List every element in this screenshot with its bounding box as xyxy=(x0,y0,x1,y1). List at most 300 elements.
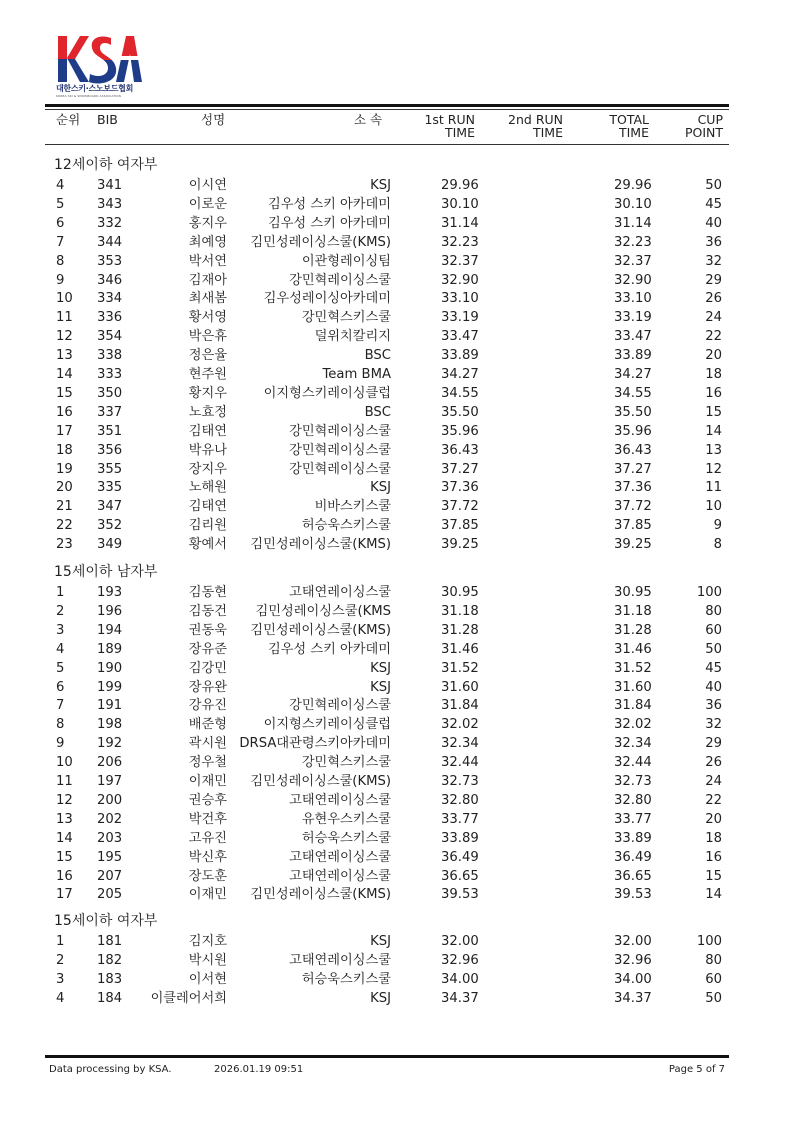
club-cell: KSJ xyxy=(370,660,391,676)
cup-point-cell: 60 xyxy=(705,971,722,987)
table-row xyxy=(0,772,793,791)
run1-time-cell: 33.89 xyxy=(441,830,479,846)
bib-cell: 344 xyxy=(97,234,123,250)
total-time-cell: 33.10 xyxy=(614,291,652,307)
name-cell: 장지우 xyxy=(188,461,227,477)
club-cell: 강민혁스키스쿨 xyxy=(301,310,391,326)
table-row xyxy=(0,696,793,715)
rank-cell: 8 xyxy=(56,717,65,733)
bib-cell: 198 xyxy=(97,717,123,733)
cup-point-cell: 29 xyxy=(705,272,722,288)
club-cell: 김우성 스키 아카데미 xyxy=(267,641,391,657)
rank-cell: 10 xyxy=(56,755,73,771)
club-cell: 고태연레이싱스쿨 xyxy=(289,952,391,968)
cup-point-cell: 14 xyxy=(705,423,722,439)
rank-cell: 5 xyxy=(56,196,65,212)
bib-cell: 199 xyxy=(97,679,123,695)
name-cell: 김태연 xyxy=(188,423,227,439)
cup-point-cell: 100 xyxy=(696,934,722,949)
rank-cell: 14 xyxy=(56,830,73,846)
table-row xyxy=(0,640,793,659)
total-time-cell: 30.95 xyxy=(614,585,652,600)
col-header-total xyxy=(609,113,649,139)
total-time-cell: 37.85 xyxy=(614,518,652,534)
footer-timestamp: 2026.01.19 09:51 xyxy=(214,1064,304,1075)
total-time-cell: 32.23 xyxy=(614,234,652,250)
table-row xyxy=(0,176,793,195)
rank-cell: 8 xyxy=(56,253,65,269)
table-row xyxy=(0,715,793,734)
bib-cell: 200 xyxy=(97,792,123,808)
run1-time-cell: 32.02 xyxy=(441,717,479,733)
rank-cell: 4 xyxy=(56,990,65,1006)
name-cell: 김지호 xyxy=(188,934,227,949)
cup-point-cell: 16 xyxy=(705,385,722,401)
table-row xyxy=(0,478,793,497)
run1-time-cell: 39.53 xyxy=(441,887,479,903)
table-row xyxy=(0,932,793,951)
name-cell: 장도훈 xyxy=(188,868,227,884)
bib-cell: 353 xyxy=(97,253,123,269)
rank-cell: 13 xyxy=(56,811,73,827)
bib-cell: 356 xyxy=(97,442,123,458)
col-header-run2-line2: TIME xyxy=(532,125,563,140)
logo-english-text: KOREA SKI & SNOWBOARD ASSOCIATION xyxy=(56,94,121,98)
cup-point-cell: 50 xyxy=(705,641,722,657)
col-header-cup-line1: CUP xyxy=(697,112,723,127)
cup-point-cell: 22 xyxy=(705,329,722,345)
run1-time-cell: 34.55 xyxy=(441,385,479,401)
bib-cell: 197 xyxy=(97,774,123,789)
bib-cell: 333 xyxy=(97,367,123,382)
table-row xyxy=(0,583,793,602)
total-time-cell: 33.47 xyxy=(614,329,652,345)
total-time-cell: 36.65 xyxy=(614,868,652,884)
run1-time-cell: 36.49 xyxy=(441,849,479,865)
run1-time-cell: 32.34 xyxy=(441,736,479,752)
cup-point-cell: 50 xyxy=(705,178,722,193)
cup-point-cell: 45 xyxy=(705,660,722,676)
total-time-cell: 33.77 xyxy=(614,811,652,827)
club-cell: 강민혁스키스쿨 xyxy=(301,755,391,771)
cup-point-cell: 80 xyxy=(705,603,722,619)
bib-cell: 336 xyxy=(97,310,123,326)
club-cell: 강민혁레이싱스쿨 xyxy=(289,698,391,714)
rank-cell: 16 xyxy=(56,868,73,884)
run1-time-cell: 33.47 xyxy=(441,329,479,345)
column-header-rule xyxy=(45,144,729,145)
club-cell: 김민성레이싱스쿨(KMS) xyxy=(250,887,391,903)
table-row xyxy=(0,497,793,516)
table-row xyxy=(0,535,793,554)
cup-point-cell: 9 xyxy=(713,518,722,534)
table-row xyxy=(0,659,793,678)
header-rule-thin xyxy=(45,109,729,110)
name-cell: 황지우 xyxy=(188,385,227,401)
club-cell: 김민성레이싱스쿨(KMS) xyxy=(250,622,391,638)
rank-cell: 1 xyxy=(56,934,65,949)
run1-time-cell: 34.00 xyxy=(441,971,479,987)
run1-time-cell: 31.60 xyxy=(441,679,479,695)
col-header-run2-line1: 2nd RUN xyxy=(508,112,563,127)
name-cell: 정은율 xyxy=(188,348,227,364)
club-cell: 강민혁레이싱스쿨 xyxy=(289,423,391,439)
table-row xyxy=(0,441,793,460)
bib-cell: 191 xyxy=(97,698,123,714)
run1-time-cell: 37.72 xyxy=(441,499,479,515)
name-cell: 곽시원 xyxy=(188,736,227,752)
name-cell: 박유나 xyxy=(188,442,227,458)
table-row xyxy=(0,271,793,290)
rank-cell: 7 xyxy=(56,234,65,250)
club-cell: 강민혁레이싱스쿨 xyxy=(289,272,391,288)
bib-cell: 194 xyxy=(97,622,123,638)
cup-point-cell: 100 xyxy=(696,585,722,600)
total-time-cell: 31.46 xyxy=(614,641,652,657)
bib-cell: 351 xyxy=(97,423,123,439)
table-row xyxy=(0,951,793,970)
cup-point-cell: 24 xyxy=(705,774,722,789)
club-cell: 이관형레이싱팀 xyxy=(301,253,391,269)
table-row xyxy=(0,252,793,271)
rank-cell: 3 xyxy=(56,622,65,638)
run1-time-cell: 30.95 xyxy=(441,585,479,600)
run1-time-cell: 31.18 xyxy=(441,603,479,619)
rank-cell: 10 xyxy=(56,291,73,307)
table-row xyxy=(0,829,793,848)
table-row xyxy=(0,753,793,772)
rank-cell: 2 xyxy=(56,603,65,619)
cup-point-cell: 40 xyxy=(705,215,722,231)
bib-cell: 189 xyxy=(97,641,123,657)
bib-cell: 205 xyxy=(97,887,123,903)
run1-time-cell: 33.19 xyxy=(441,310,479,326)
table-row xyxy=(0,195,793,214)
bib-cell: 192 xyxy=(97,736,123,752)
name-cell: 노효정 xyxy=(188,404,227,420)
bib-cell: 183 xyxy=(97,971,123,987)
run1-time-cell: 37.27 xyxy=(441,461,479,477)
rank-cell: 7 xyxy=(56,698,65,714)
col-header-run1-line2: TIME xyxy=(444,125,475,140)
run1-time-cell: 32.90 xyxy=(441,272,479,288)
run1-time-cell: 31.84 xyxy=(441,698,479,714)
total-time-cell: 33.19 xyxy=(614,310,652,326)
bib-cell: 338 xyxy=(97,348,123,364)
run1-time-cell: 33.77 xyxy=(441,811,479,827)
run1-time-cell: 39.25 xyxy=(441,537,479,553)
rank-cell: 5 xyxy=(56,660,65,676)
bib-cell: 181 xyxy=(97,934,123,949)
cup-point-cell: 45 xyxy=(705,196,722,212)
run1-time-cell: 31.52 xyxy=(441,660,479,676)
footer-page-number: Page 5 of 7 xyxy=(668,1064,725,1075)
col-header-total-line1: TOTAL xyxy=(609,112,649,127)
name-cell: 이서현 xyxy=(188,971,227,987)
name-cell: 현주원 xyxy=(188,367,227,382)
club-cell: 허승욱스키스쿨 xyxy=(301,518,391,534)
table-row xyxy=(0,422,793,441)
bib-cell: 207 xyxy=(97,868,123,884)
table-row xyxy=(0,460,793,479)
name-cell: 최새봄 xyxy=(188,291,227,307)
club-cell: 김민성레이싱스쿨(KMS) xyxy=(250,774,391,789)
cup-point-cell: 15 xyxy=(705,404,722,420)
name-cell: 박신후 xyxy=(188,849,227,865)
cup-point-cell: 22 xyxy=(705,792,722,808)
total-time-cell: 32.96 xyxy=(614,952,652,968)
rank-cell: 4 xyxy=(56,641,65,657)
name-cell: 정우철 xyxy=(188,755,227,771)
total-time-cell: 34.00 xyxy=(614,971,652,987)
bib-cell: 193 xyxy=(97,585,123,600)
total-time-cell: 32.00 xyxy=(614,934,652,949)
table-row xyxy=(0,403,793,422)
cup-point-cell: 32 xyxy=(705,717,722,733)
club-cell: 김민성레이싱스쿨(KMS xyxy=(255,603,391,619)
table-row xyxy=(0,327,793,346)
club-cell: 김민성레이싱스쿨(KMS) xyxy=(250,537,391,553)
total-time-cell: 32.44 xyxy=(614,755,652,771)
club-cell: 허승욱스키스쿨 xyxy=(301,971,391,987)
bib-cell: 337 xyxy=(97,404,123,420)
name-cell: 장유준 xyxy=(188,641,227,657)
total-time-cell: 32.02 xyxy=(614,717,652,733)
bib-cell: 184 xyxy=(97,990,123,1006)
cup-point-cell: 11 xyxy=(705,480,722,496)
bib-cell: 202 xyxy=(97,811,123,827)
bib-cell: 335 xyxy=(97,480,123,496)
run1-time-cell: 35.96 xyxy=(441,423,479,439)
run1-time-cell: 34.37 xyxy=(441,990,479,1006)
table-row xyxy=(0,308,793,327)
run1-time-cell: 31.28 xyxy=(441,622,479,638)
cup-point-cell: 32 xyxy=(705,253,722,269)
rank-cell: 1 xyxy=(56,585,65,600)
cup-point-cell: 20 xyxy=(705,811,722,827)
bib-cell: 355 xyxy=(97,461,123,477)
club-cell: KSJ xyxy=(370,480,391,496)
cup-point-cell: 24 xyxy=(705,310,722,326)
run1-time-cell: 37.85 xyxy=(441,518,479,534)
name-cell: 이재민 xyxy=(188,774,227,789)
run1-time-cell: 37.36 xyxy=(441,480,479,496)
rank-cell: 12 xyxy=(56,792,73,808)
rank-cell: 16 xyxy=(56,404,73,420)
col-header-run1 xyxy=(424,113,475,139)
col-header-run2 xyxy=(508,113,563,139)
cup-point-cell: 36 xyxy=(705,234,722,250)
rank-cell: 15 xyxy=(56,849,73,865)
club-cell: 김우성 스키 아카데미 xyxy=(267,215,391,231)
total-time-cell: 34.37 xyxy=(614,990,652,1006)
club-cell: 김민성레이싱스쿨(KMS) xyxy=(250,234,391,250)
table-row xyxy=(0,602,793,621)
name-cell: 박건후 xyxy=(188,811,227,827)
total-time-cell: 29.96 xyxy=(614,178,652,193)
name-cell: 노해원 xyxy=(188,480,227,496)
club-cell: 유현우스키스쿨 xyxy=(301,811,391,827)
total-time-cell: 33.89 xyxy=(614,348,652,364)
club-cell: 강민혁레이싱스쿨 xyxy=(289,461,391,477)
rank-cell: 9 xyxy=(56,272,65,288)
cup-point-cell: 18 xyxy=(705,367,722,382)
club-cell: 고태연레이싱스쿨 xyxy=(289,792,391,808)
total-time-cell: 33.89 xyxy=(614,830,652,846)
club-cell: KSJ xyxy=(370,934,391,949)
total-time-cell: 31.28 xyxy=(614,622,652,638)
rank-cell: 11 xyxy=(56,774,73,789)
col-header-cup-line2: POINT xyxy=(684,125,723,140)
name-cell: 이시연 xyxy=(188,178,227,193)
club-cell: BSC xyxy=(364,404,391,420)
cup-point-cell: 20 xyxy=(705,348,722,364)
name-cell: 김동건 xyxy=(188,603,227,619)
rank-cell: 20 xyxy=(56,480,73,496)
club-cell: 강민혁레이싱스쿨 xyxy=(289,442,391,458)
club-cell: 비바스키스쿨 xyxy=(314,499,391,515)
cup-point-cell: 36 xyxy=(705,698,722,714)
run1-time-cell: 36.43 xyxy=(441,442,479,458)
rank-cell: 6 xyxy=(56,215,65,231)
club-cell: Team BMA xyxy=(322,367,391,382)
cup-point-cell: 80 xyxy=(705,952,722,968)
table-row xyxy=(0,346,793,365)
name-cell: 권동욱 xyxy=(188,622,227,638)
table-row xyxy=(0,989,793,1008)
bib-cell: 182 xyxy=(97,952,123,968)
rank-cell: 4 xyxy=(56,178,65,193)
cup-point-cell: 10 xyxy=(705,499,722,515)
total-time-cell: 39.53 xyxy=(614,887,652,903)
rank-cell: 17 xyxy=(56,887,73,903)
total-time-cell: 31.18 xyxy=(614,603,652,619)
ksa-logo-icon xyxy=(56,34,142,84)
bib-cell: 349 xyxy=(97,537,123,553)
club-cell: KSJ xyxy=(370,178,391,193)
table-row xyxy=(0,678,793,697)
col-header-run1-line1: 1st RUN xyxy=(424,112,475,127)
logo-korean-text: 대한스키·스노보드협회 xyxy=(56,84,134,93)
total-time-cell: 31.14 xyxy=(614,215,652,231)
total-time-cell: 30.10 xyxy=(614,196,652,212)
total-time-cell: 34.55 xyxy=(614,385,652,401)
club-cell: KSJ xyxy=(370,679,391,695)
club-cell: 이지형스키레이싱클럽 xyxy=(263,385,391,401)
name-cell: 이로운 xyxy=(188,196,227,212)
cup-point-cell: 26 xyxy=(705,291,722,307)
cup-point-cell: 18 xyxy=(705,830,722,846)
name-cell: 장유완 xyxy=(188,679,227,695)
name-cell: 박서연 xyxy=(188,253,227,269)
table-row xyxy=(0,848,793,867)
total-time-cell: 36.43 xyxy=(614,442,652,458)
rank-cell: 13 xyxy=(56,348,73,364)
run1-time-cell: 36.65 xyxy=(441,868,479,884)
club-cell: BSC xyxy=(364,348,391,364)
total-time-cell: 37.27 xyxy=(614,461,652,477)
name-cell: 김리원 xyxy=(188,518,227,534)
name-cell: 황서영 xyxy=(188,310,227,326)
run1-time-cell: 32.73 xyxy=(441,774,479,789)
rank-cell: 15 xyxy=(56,385,73,401)
total-time-cell: 35.50 xyxy=(614,404,652,420)
header-rule-thick xyxy=(45,104,729,107)
run1-time-cell: 35.50 xyxy=(441,404,479,420)
club-cell: 허승욱스키스쿨 xyxy=(301,830,391,846)
total-time-cell: 36.49 xyxy=(614,849,652,865)
club-cell: 고태연레이싱스쿨 xyxy=(289,868,391,884)
table-row xyxy=(0,214,793,233)
cup-point-cell: 26 xyxy=(705,755,722,771)
name-cell: 최예영 xyxy=(188,234,227,250)
name-cell: 박시원 xyxy=(188,952,227,968)
run1-time-cell: 34.27 xyxy=(441,367,479,382)
bib-cell: 334 xyxy=(97,291,123,307)
run1-time-cell: 30.10 xyxy=(441,196,479,212)
bib-cell: 350 xyxy=(97,385,123,401)
rank-cell: 21 xyxy=(56,499,73,515)
total-time-cell: 37.36 xyxy=(614,480,652,496)
name-cell: 황예서 xyxy=(188,537,227,553)
rank-cell: 18 xyxy=(56,442,73,458)
cup-point-cell: 40 xyxy=(705,679,722,695)
col-header-bib: BIB xyxy=(97,112,118,127)
bib-cell: 343 xyxy=(97,196,123,212)
col-header-cup xyxy=(685,113,723,139)
name-cell: 김태연 xyxy=(188,499,227,515)
name-cell: 김강민 xyxy=(188,660,227,676)
rank-cell: 6 xyxy=(56,679,65,695)
table-row xyxy=(0,621,793,640)
total-time-cell: 31.52 xyxy=(614,660,652,676)
run1-time-cell: 32.80 xyxy=(441,792,479,808)
club-cell: 덜위치칼리지 xyxy=(314,329,391,345)
cup-point-cell: 60 xyxy=(705,622,722,638)
cup-point-cell: 8 xyxy=(713,537,722,553)
run1-time-cell: 31.46 xyxy=(441,641,479,657)
rank-cell: 2 xyxy=(56,952,65,968)
run1-time-cell: 31.14 xyxy=(441,215,479,231)
name-cell: 배준형 xyxy=(188,717,227,733)
name-cell: 강유진 xyxy=(188,698,227,714)
name-cell: 이클레어서희 xyxy=(150,990,227,1006)
col-header-total-line2: TIME xyxy=(618,125,649,140)
bib-cell: 352 xyxy=(97,518,123,534)
rank-cell: 9 xyxy=(56,736,65,752)
col-header-club: 소 속 xyxy=(354,112,383,127)
bib-cell: 195 xyxy=(97,849,123,865)
club-cell: 김우성레이싱아카데미 xyxy=(263,291,391,307)
total-time-cell: 32.73 xyxy=(614,774,652,789)
run1-time-cell: 32.44 xyxy=(441,755,479,771)
table-row xyxy=(0,516,793,535)
rank-cell: 23 xyxy=(56,537,73,553)
total-time-cell: 39.25 xyxy=(614,537,652,553)
total-time-cell: 32.90 xyxy=(614,272,652,288)
footer-processing: Data processing by KSA. xyxy=(49,1064,172,1075)
rank-cell: 11 xyxy=(56,310,73,326)
club-cell: 고태연레이싱스쿨 xyxy=(289,585,391,600)
name-cell: 권승후 xyxy=(188,792,227,808)
cup-point-cell: 14 xyxy=(705,887,722,903)
club-cell: 고태연레이싱스쿨 xyxy=(289,849,391,865)
table-row xyxy=(0,734,793,753)
total-time-cell: 32.34 xyxy=(614,736,652,752)
rank-cell: 22 xyxy=(56,518,73,534)
run1-time-cell: 29.96 xyxy=(441,178,479,193)
table-row xyxy=(0,791,793,810)
